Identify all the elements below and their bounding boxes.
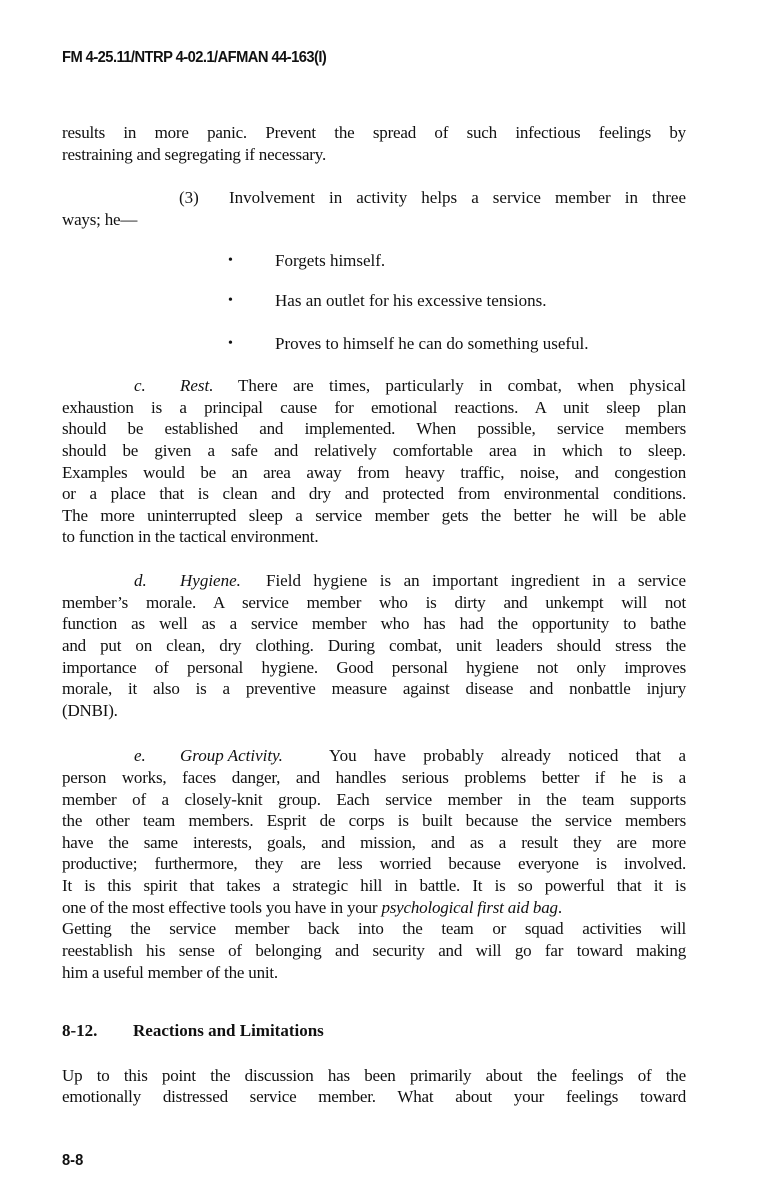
bullet-icon: • (228, 336, 233, 351)
section-e-title: Group Activity. (180, 746, 283, 765)
paragraph-line: or a place that is clean and dry and protected from environmental conditions. (62, 484, 686, 503)
line-suffix: . (557, 898, 562, 917)
section-e-label: e. (134, 746, 146, 765)
document-header: FM 4-25.11/NTRP 4-02.1/AFMAN 44-163(I) (62, 49, 327, 66)
paragraph-line: Getting the service member back into the team or squad activities will (62, 919, 686, 938)
paragraph-line: the other team members. Esprit de corps is built because the service members (62, 811, 686, 830)
paragraph-line: Examples would be an area away from heavy traffic, noise, and congestion (62, 463, 686, 482)
section-e-first-line: You have probably already noticed that a (329, 746, 686, 765)
paragraph-line: and put on clean, dry clothing. During combat, unit leaders should stress the (62, 636, 686, 655)
paragraph-line: to function in the tactical environment. (62, 527, 319, 546)
line-prefix: one of the most effective tools you have in your (62, 898, 378, 917)
section-title: Reactions and Limitations (133, 1021, 324, 1040)
paragraph-line: function as well as a service member who has had the opportunity to bathe (62, 614, 686, 633)
paragraph-line: have the same interests, goals, and mission, and as a result they are more (62, 833, 686, 852)
item-label: (3) (179, 188, 199, 207)
section-c-label: c. (134, 376, 146, 395)
section-heading (62, 1021, 324, 1041)
paragraph-line: It is this spirit that takes a strategic hill in battle. It is so powerful that it is (62, 876, 686, 895)
section-d-first-line: Field hygiene is an important ingredient in a service (266, 571, 686, 590)
paragraph-line: exhaustion is a principal cause for emotional reactions. A unit sleep plan (62, 398, 686, 417)
page-number: 8-8 (62, 1152, 84, 1169)
item-second-line: ways; he— (62, 210, 138, 229)
paragraph-line: him a useful member of the unit. (62, 963, 278, 982)
paragraph-line: person works, faces danger, and handles serious problems better if he is a (62, 768, 686, 787)
bullet-item: Has an outlet for his excessive tensions. (275, 291, 547, 310)
paragraph-line: (DNBI). (62, 701, 118, 720)
paragraph-line: member of a closely-knit group. Each service member in the team supports (62, 790, 686, 809)
paragraph-line: member’s morale. A service member who is dirty and unkempt will not (62, 593, 686, 612)
paragraph-line: morale, it also is a preventive measure against disease and nonbattle injury (62, 679, 686, 698)
paragraph-line: Up to this point the discussion has been primarily about the feelings of the (62, 1066, 686, 1085)
paragraph-line-with-emphasis (62, 897, 686, 919)
bullet-item: Proves to himself he can do something useful. (275, 334, 589, 353)
paragraph-line: emotionally distressed service member. What about your feelings toward (62, 1087, 686, 1106)
paragraph-line: results in more panic. Prevent the spread of such infectious feelings by (62, 123, 686, 142)
paragraph-line: importance of personal hygiene. Good personal hygiene not only improves (62, 658, 686, 677)
emphasis-phrase: psychological first aid bag (381, 898, 558, 917)
bullet-icon: • (228, 253, 233, 268)
paragraph-line: The more uninterrupted sleep a service member gets the better he will be able (62, 506, 686, 525)
item-first-line: Involvement in activity helps a service member in three (229, 188, 686, 207)
section-c-first-line: There are times, particularly in combat, when physical (238, 376, 686, 395)
paragraph-line: productive; furthermore, they are less worried because everyone is involved. (62, 854, 686, 873)
paragraph-line: should be established and implemented. When possible, service members (62, 419, 686, 438)
section-d-title: Hygiene. (180, 571, 241, 590)
paragraph-line: should be given a safe and relatively comfortable area in which to sleep. (62, 441, 686, 460)
paragraph-line: reestablish his sense of belonging and security and will go far toward making (62, 941, 686, 960)
section-c-title: Rest. (180, 376, 214, 395)
section-number: 8-12. (62, 1021, 98, 1040)
bullet-icon: • (228, 293, 233, 308)
paragraph-line: restraining and segregating if necessary. (62, 145, 327, 164)
section-d-label: d. (134, 571, 147, 590)
bullet-item: Forgets himself. (275, 251, 386, 270)
